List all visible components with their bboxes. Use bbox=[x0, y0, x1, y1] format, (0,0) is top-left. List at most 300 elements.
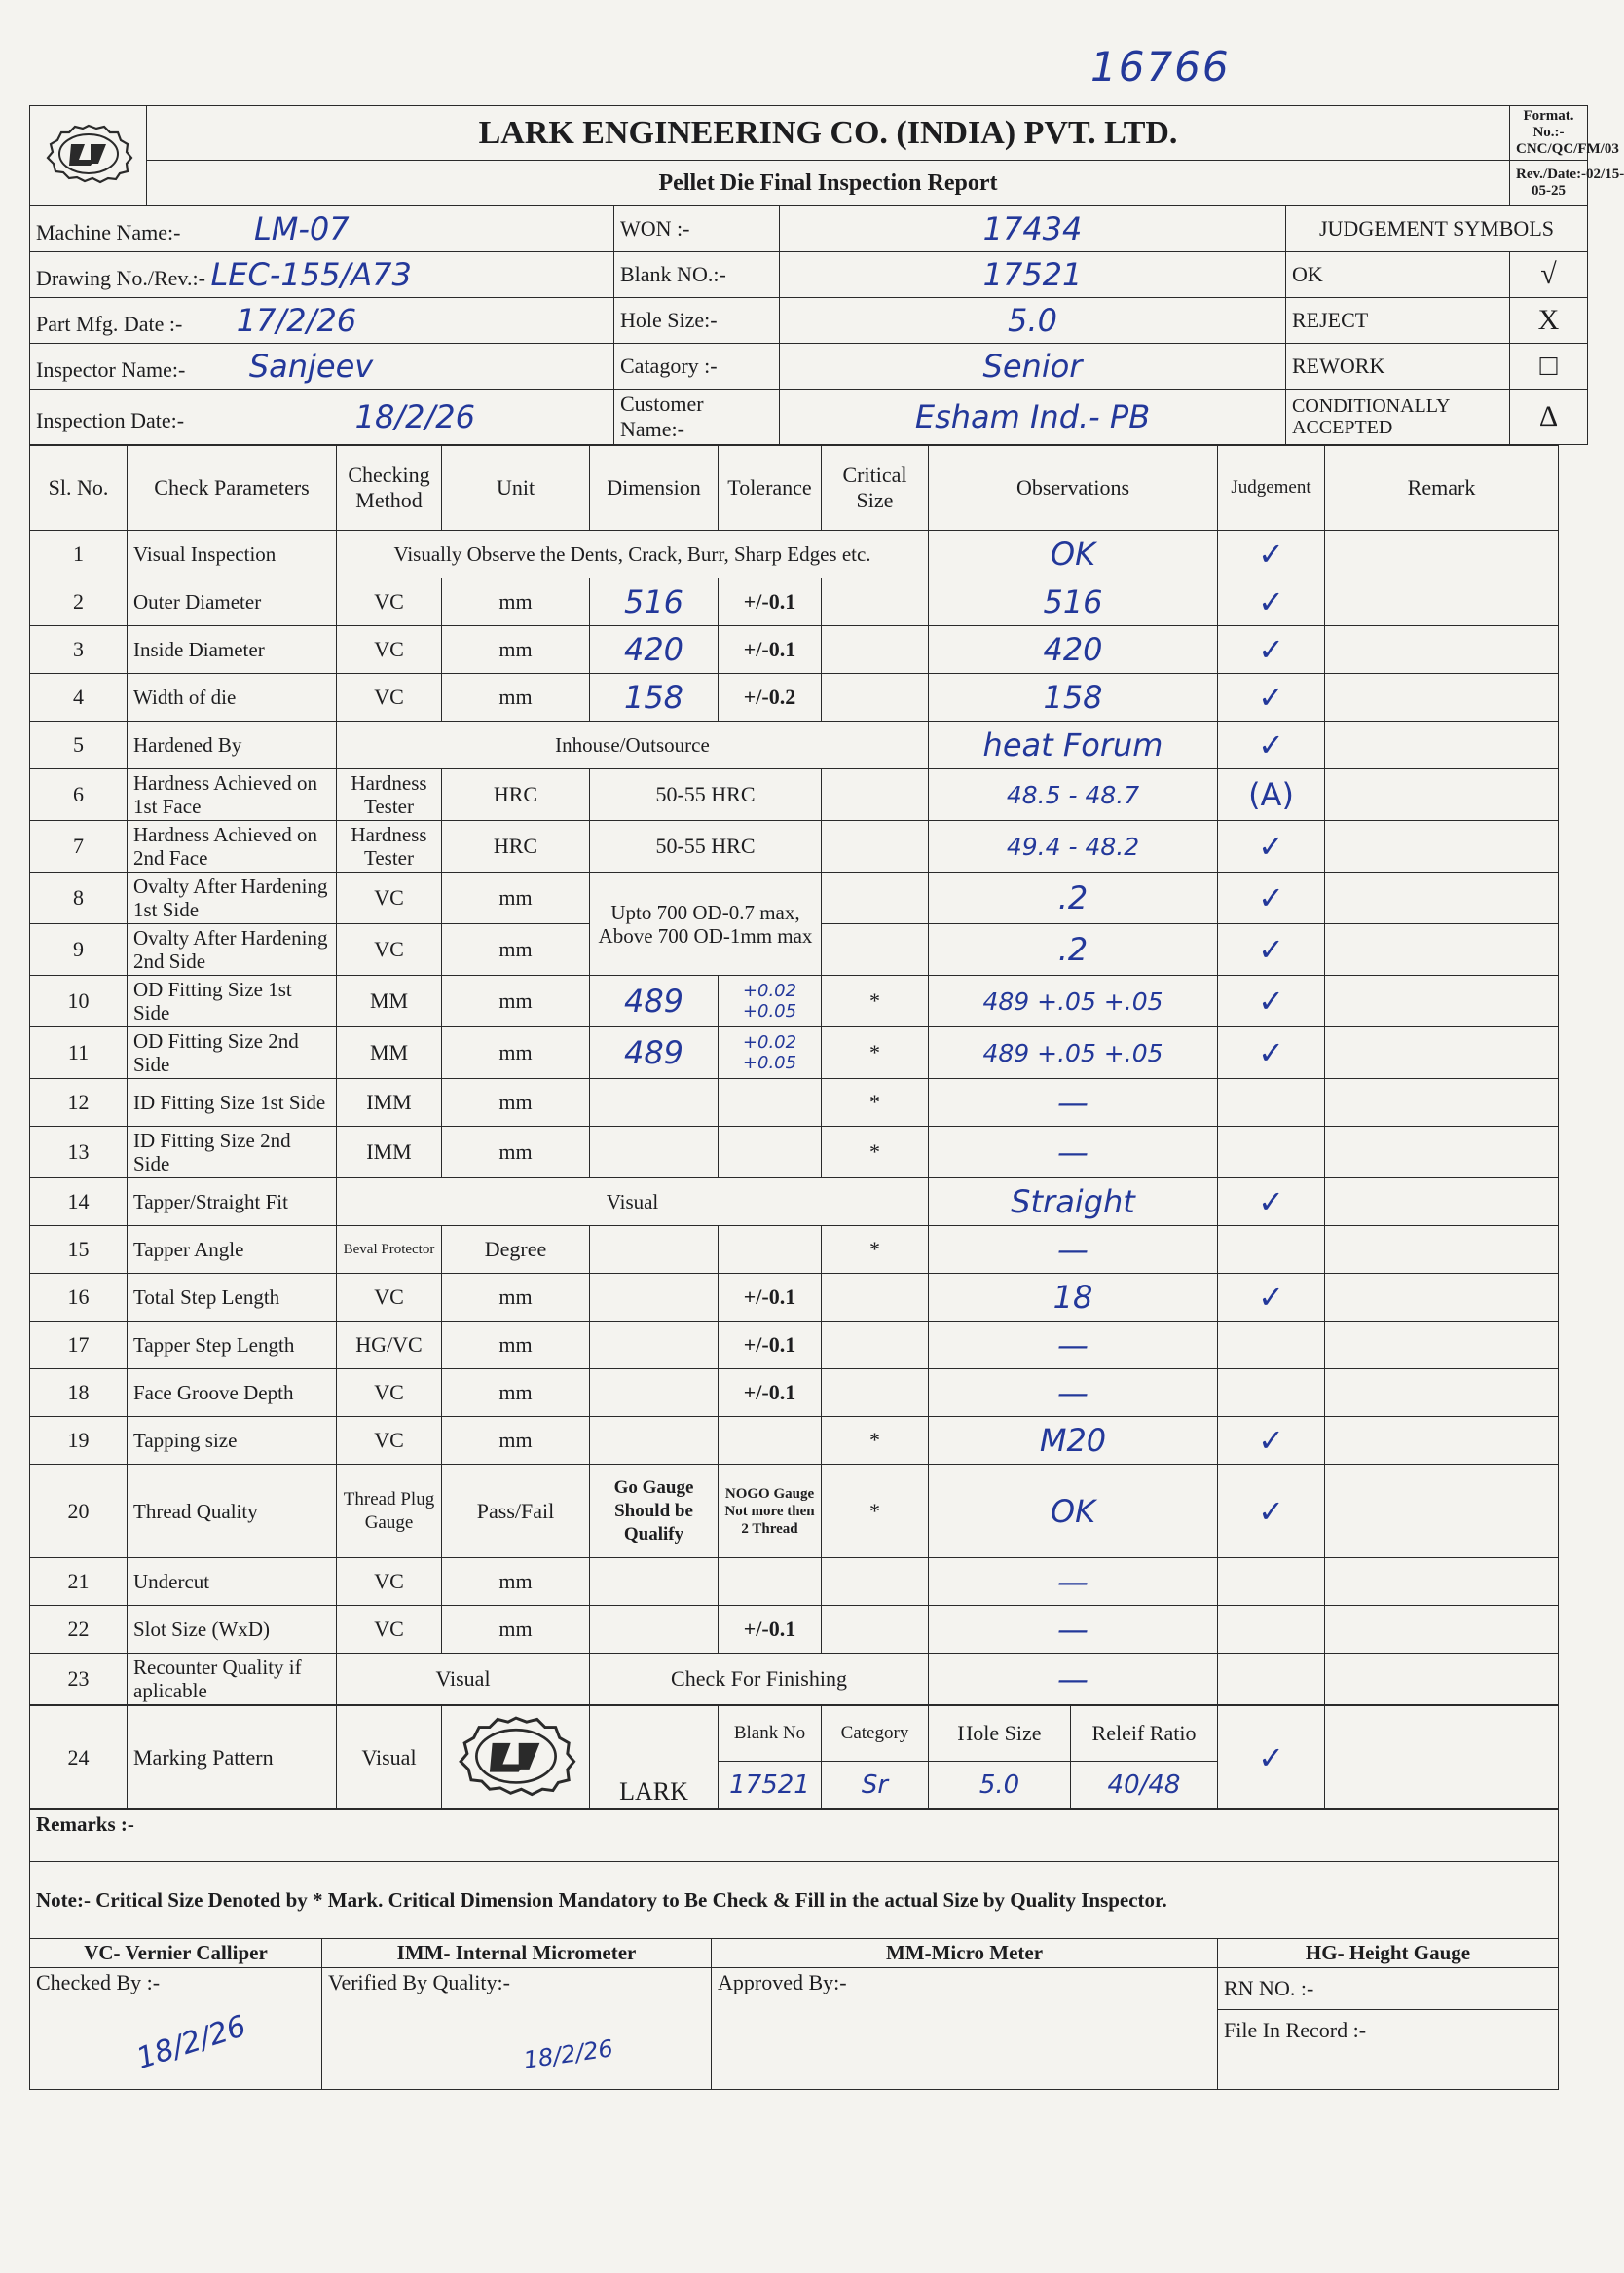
row-unit: mm bbox=[442, 1027, 590, 1079]
row-method: MM bbox=[337, 1027, 442, 1079]
marking-method: Visual bbox=[337, 1706, 442, 1809]
row-observation: 489 +.05 +.05 bbox=[929, 1027, 1218, 1079]
row-unit: mm bbox=[442, 1079, 590, 1127]
table-row bbox=[30, 1606, 1559, 1654]
row-remark bbox=[1325, 1654, 1559, 1705]
row-sl: 11 bbox=[30, 1027, 128, 1079]
row-method: Visual bbox=[337, 1654, 590, 1705]
row-dimension: 516 bbox=[590, 578, 719, 626]
row-method: VC bbox=[337, 674, 442, 722]
row-dimension bbox=[590, 1127, 719, 1178]
row-judgement bbox=[1218, 1369, 1325, 1417]
row-unit: HRC bbox=[442, 821, 590, 873]
row-method: IMM bbox=[337, 1127, 442, 1178]
row-judgement: ✓ bbox=[1218, 821, 1325, 873]
row-param: Tapper Angle bbox=[128, 1226, 337, 1274]
row-remark bbox=[1325, 531, 1559, 578]
table-row bbox=[30, 1079, 1559, 1127]
row-remark bbox=[1325, 1322, 1559, 1369]
drawing-label: Drawing No./Rev.:- bbox=[36, 266, 205, 290]
row-remark bbox=[1325, 1079, 1559, 1127]
row-tolerance bbox=[719, 1079, 822, 1127]
verified-by-field bbox=[322, 1968, 712, 2090]
row-remark bbox=[1325, 1127, 1559, 1178]
row-param: Hardness Achieved on 1st Face bbox=[128, 769, 337, 821]
row-sl: 14 bbox=[30, 1178, 128, 1226]
machine-name-label: Machine Name:- bbox=[36, 220, 181, 244]
serial-number: 16766 bbox=[1090, 43, 1231, 91]
row-dimension: 489 bbox=[590, 1027, 719, 1079]
row-judgement: (A) bbox=[1218, 769, 1325, 821]
won-label: WON :- bbox=[614, 206, 780, 252]
part-mfg-value: 17/2/26 bbox=[236, 302, 357, 339]
col-param: Check Parameters bbox=[128, 446, 337, 531]
row-judgement: ✓ bbox=[1218, 924, 1325, 976]
row-sl: 20 bbox=[30, 1465, 128, 1558]
checked-by-field bbox=[30, 1968, 322, 2090]
footer-table bbox=[29, 1809, 1559, 2090]
row-sl: 4 bbox=[30, 674, 128, 722]
row-param: Hardened By bbox=[128, 722, 337, 769]
row-param: OD Fitting Size 1st Side bbox=[128, 976, 337, 1027]
row-remark bbox=[1325, 924, 1559, 976]
row-remark bbox=[1325, 1558, 1559, 1606]
row-param: Width of die bbox=[128, 674, 337, 722]
customer-value: Esham Ind.- PB bbox=[780, 390, 1286, 445]
row-method: VC bbox=[337, 1369, 442, 1417]
verified-by-date: 18/2/26 bbox=[521, 2034, 615, 2074]
hole-value: 5.0 bbox=[780, 298, 1286, 344]
marking-value-hole: 5.0 bbox=[929, 1762, 1071, 1809]
drawing-field bbox=[30, 252, 614, 298]
row-dimension bbox=[590, 1558, 719, 1606]
row-observation: Straight bbox=[929, 1178, 1218, 1226]
row-critical bbox=[822, 1558, 929, 1606]
row-method: VC bbox=[337, 873, 442, 924]
table-row bbox=[30, 769, 1559, 821]
row-merged-spec: Check For Finishing bbox=[590, 1654, 929, 1705]
row-param: Tapper Step Length bbox=[128, 1322, 337, 1369]
row-ovalty-spec: Upto 700 OD-0.7 max, Above 700 OD-1mm max bbox=[590, 873, 822, 976]
row-sl: 5 bbox=[30, 722, 128, 769]
row-observation: .2 bbox=[929, 924, 1218, 976]
row-critical: * bbox=[822, 1417, 929, 1465]
marking-value-category: Sr bbox=[822, 1762, 929, 1809]
row-param: Tapping size bbox=[128, 1417, 337, 1465]
row-remark bbox=[1325, 1274, 1559, 1322]
row-judgement bbox=[1218, 1322, 1325, 1369]
row-dimension bbox=[590, 1417, 719, 1465]
row-sl: 21 bbox=[30, 1558, 128, 1606]
rev-date: Rev./Date:-02/15-05-25 bbox=[1510, 161, 1588, 206]
row-unit: Degree bbox=[442, 1226, 590, 1274]
row-critical bbox=[822, 769, 929, 821]
row-remark bbox=[1325, 821, 1559, 873]
row-tolerance: NOGO Gauge Not more then 2 Thread bbox=[719, 1465, 822, 1558]
inspection-sheet bbox=[29, 105, 1624, 2090]
row-merged-spec: Inhouse/Outsource bbox=[337, 722, 929, 769]
row-param: Visual Inspection bbox=[128, 531, 337, 578]
row-merged-spec: Visual bbox=[337, 1178, 929, 1226]
row-judgement bbox=[1218, 1558, 1325, 1606]
inspection-date-label: Inspection Date:- bbox=[36, 408, 185, 432]
row-tolerance: +0.02 +0.05 bbox=[719, 976, 822, 1027]
row-method: VC bbox=[337, 1606, 442, 1654]
row-critical bbox=[822, 1606, 929, 1654]
row-sl: 23 bbox=[30, 1654, 128, 1705]
row-observation: 516 bbox=[929, 578, 1218, 626]
row-judgement bbox=[1218, 1079, 1325, 1127]
inspector-label: Inspector Name:- bbox=[36, 357, 186, 382]
part-mfg-label: Part Mfg. Date :- bbox=[36, 312, 183, 336]
row-sl: 6 bbox=[30, 769, 128, 821]
report-title: Pellet Die Final Inspection Report bbox=[147, 161, 1510, 206]
row-unit: mm bbox=[442, 1417, 590, 1465]
row-critical: * bbox=[822, 1465, 929, 1558]
row-tolerance: +/-0.1 bbox=[719, 1274, 822, 1322]
gear-logo-icon bbox=[42, 123, 135, 183]
drawing-value: LEC-155/A73 bbox=[210, 256, 412, 293]
row-judgement: ✓ bbox=[1218, 722, 1325, 769]
row-judgement: ✓ bbox=[1218, 1178, 1325, 1226]
row-critical bbox=[822, 1369, 929, 1417]
legend-imm: IMM- Internal Micrometer bbox=[322, 1939, 712, 1968]
symbol-reject-label: REJECT bbox=[1286, 298, 1510, 344]
row-remark bbox=[1325, 1465, 1559, 1558]
table-row bbox=[30, 674, 1559, 722]
row-dim-tol: 50-55 HRC bbox=[590, 769, 822, 821]
header-table bbox=[29, 105, 1624, 445]
row-remark bbox=[1325, 626, 1559, 674]
file-record-label: File In Record :- bbox=[1224, 2018, 1367, 2042]
row-observation: — bbox=[929, 1322, 1218, 1369]
row-unit: mm bbox=[442, 1274, 590, 1322]
row-observation: — bbox=[929, 1606, 1218, 1654]
table-row bbox=[30, 873, 1559, 924]
marking-sl: 24 bbox=[30, 1706, 128, 1809]
row-method: VC bbox=[337, 578, 442, 626]
customer-label: Customer Name:- bbox=[614, 390, 780, 445]
table-row bbox=[30, 1369, 1559, 1417]
table-row bbox=[30, 1274, 1559, 1322]
row-tolerance bbox=[719, 1127, 822, 1178]
blank-value: 17521 bbox=[780, 252, 1286, 298]
row-judgement: ✓ bbox=[1218, 1465, 1325, 1558]
row-observation: 18 bbox=[929, 1274, 1218, 1322]
row-observation: — bbox=[929, 1079, 1218, 1127]
row-dimension: 420 bbox=[590, 626, 719, 674]
marking-head-hole: Hole Size bbox=[929, 1706, 1071, 1762]
symbol-rework-label: REWORK bbox=[1286, 344, 1510, 390]
col-judgement: Judgement bbox=[1218, 446, 1325, 531]
row-tolerance: +0.02 +0.05 bbox=[719, 1027, 822, 1079]
row-judgement: ✓ bbox=[1218, 1027, 1325, 1079]
row-judgement bbox=[1218, 1127, 1325, 1178]
row-sl: 22 bbox=[30, 1606, 128, 1654]
row-critical bbox=[822, 674, 929, 722]
row-judgement bbox=[1218, 1226, 1325, 1274]
row-param: Tapper/Straight Fit bbox=[128, 1178, 337, 1226]
row-dimension bbox=[590, 1369, 719, 1417]
row-tolerance: +/-0.2 bbox=[719, 674, 822, 722]
table-row bbox=[30, 1558, 1559, 1606]
part-mfg-field bbox=[30, 298, 614, 344]
table-row bbox=[30, 626, 1559, 674]
table-row bbox=[30, 1027, 1559, 1079]
row-critical bbox=[822, 924, 929, 976]
row-sl: 9 bbox=[30, 924, 128, 976]
row-param: Thread Quality bbox=[128, 1465, 337, 1558]
row-param: Ovalty After Hardening 2nd Side bbox=[128, 924, 337, 976]
table-row bbox=[30, 1322, 1559, 1369]
row-param: OD Fitting Size 2nd Side bbox=[128, 1027, 337, 1079]
row-param: Inside Diameter bbox=[128, 626, 337, 674]
row-sl: 13 bbox=[30, 1127, 128, 1178]
symbol-ok: √ bbox=[1510, 252, 1588, 298]
legend-mm: MM-Micro Meter bbox=[712, 1939, 1218, 1968]
row-critical bbox=[822, 821, 929, 873]
row-sl: 3 bbox=[30, 626, 128, 674]
marking-value-blank: 17521 bbox=[719, 1762, 822, 1809]
row-tolerance bbox=[719, 1417, 822, 1465]
row-judgement bbox=[1218, 1606, 1325, 1654]
symbol-rework: □ bbox=[1510, 344, 1588, 390]
row-critical: * bbox=[822, 1226, 929, 1274]
row-unit: mm bbox=[442, 924, 590, 976]
table-row bbox=[30, 1654, 1559, 1705]
marking-judgement: ✓ bbox=[1218, 1706, 1325, 1809]
row-method: Hardness Tester bbox=[337, 821, 442, 873]
row-param: Slot Size (WxD) bbox=[128, 1606, 337, 1654]
col-critical: Critical Size bbox=[822, 446, 929, 531]
checked-by-date: 18/2/26 bbox=[132, 2009, 250, 2077]
marking-value-relief: 40/48 bbox=[1071, 1762, 1218, 1809]
row-judgement: ✓ bbox=[1218, 674, 1325, 722]
row-remark bbox=[1325, 1178, 1559, 1226]
row-dimension bbox=[590, 1606, 719, 1654]
hole-label: Hole Size:- bbox=[614, 298, 780, 344]
row-remark bbox=[1325, 1417, 1559, 1465]
row-method: Hardness Tester bbox=[337, 769, 442, 821]
company-logo bbox=[30, 106, 147, 206]
marking-brand: LARK bbox=[590, 1706, 719, 1809]
symbol-ok-label: OK bbox=[1286, 252, 1510, 298]
row-dim-tol: 50-55 HRC bbox=[590, 821, 822, 873]
row-observation: 48.5 - 48.7 bbox=[929, 769, 1218, 821]
row-unit: HRC bbox=[442, 769, 590, 821]
company-name: LARK ENGINEERING CO. (INDIA) PVT. LTD. bbox=[147, 106, 1510, 161]
row-param: Outer Diameter bbox=[128, 578, 337, 626]
row-param: Total Step Length bbox=[128, 1274, 337, 1322]
inspection-date-value: 18/2/26 bbox=[354, 398, 475, 435]
table-row bbox=[30, 976, 1559, 1027]
legend-hg: HG- Height Gauge bbox=[1218, 1939, 1559, 1968]
record-field bbox=[1218, 1968, 1559, 2090]
col-method: Checking Method bbox=[337, 446, 442, 531]
row-method: VC bbox=[337, 1274, 442, 1322]
row-remark bbox=[1325, 674, 1559, 722]
table-row bbox=[30, 1465, 1559, 1558]
row-observation: — bbox=[929, 1558, 1218, 1606]
row-sl: 18 bbox=[30, 1369, 128, 1417]
row-method: HG/VC bbox=[337, 1322, 442, 1369]
table-row bbox=[30, 531, 1559, 578]
row-judgement: ✓ bbox=[1218, 976, 1325, 1027]
verified-by-label: Verified By Quality:- bbox=[328, 1970, 510, 1994]
col-sl: Sl. No. bbox=[30, 446, 128, 531]
row-unit: mm bbox=[442, 626, 590, 674]
row-unit: mm bbox=[442, 1127, 590, 1178]
won-value: 17434 bbox=[780, 206, 1286, 252]
inspection-date-field bbox=[30, 390, 614, 445]
machine-name-field bbox=[30, 206, 614, 252]
row-param: Undercut bbox=[128, 1558, 337, 1606]
row-critical bbox=[822, 626, 929, 674]
row-sl: 15 bbox=[30, 1226, 128, 1274]
row-observation: — bbox=[929, 1127, 1218, 1178]
machine-name-value: LM-07 bbox=[253, 210, 350, 247]
row-remark bbox=[1325, 1369, 1559, 1417]
row-merged-spec: Visually Observe the Dents, Crack, Burr, Sharp Edges etc. bbox=[337, 531, 929, 578]
row-judgement: ✓ bbox=[1218, 626, 1325, 674]
row-critical: * bbox=[822, 1127, 929, 1178]
row-remark bbox=[1325, 1226, 1559, 1274]
row-observation: OK bbox=[929, 1465, 1218, 1558]
table-row bbox=[30, 1226, 1559, 1274]
row-method: MM bbox=[337, 976, 442, 1027]
row-observation: — bbox=[929, 1369, 1218, 1417]
row-critical: * bbox=[822, 1079, 929, 1127]
row-remark bbox=[1325, 1027, 1559, 1079]
row-judgement bbox=[1218, 1654, 1325, 1705]
row-observation: 49.4 - 48.2 bbox=[929, 821, 1218, 873]
row-method: Thread Plug Gauge bbox=[337, 1465, 442, 1558]
rn-no-label: RN NO. :- bbox=[1218, 1968, 1558, 2010]
critical-note: Note:- Critical Size Denoted by * Mark. Critical Dimension Mandatory to Be Check & Fill in the actual Size by Quality Inspector. bbox=[30, 1862, 1559, 1939]
row-observation: OK bbox=[929, 531, 1218, 578]
marking-param: Marking Pattern bbox=[128, 1706, 337, 1809]
row-remark bbox=[1325, 769, 1559, 821]
approved-by-field: Approved By:- bbox=[712, 1968, 1218, 2090]
row-critical bbox=[822, 1322, 929, 1369]
inspection-table bbox=[29, 445, 1559, 1705]
remarks-label: Remarks :- bbox=[30, 1810, 1559, 1862]
row-dimension bbox=[590, 1274, 719, 1322]
marking-head-blank: Blank No bbox=[719, 1706, 822, 1762]
row-critical bbox=[822, 1274, 929, 1322]
col-remark: Remark bbox=[1325, 446, 1559, 531]
row-judgement: ✓ bbox=[1218, 578, 1325, 626]
row-observation: 158 bbox=[929, 674, 1218, 722]
row-unit: mm bbox=[442, 873, 590, 924]
col-dimension: Dimension bbox=[590, 446, 719, 531]
row-sl: 12 bbox=[30, 1079, 128, 1127]
row-remark bbox=[1325, 1606, 1559, 1654]
marking-remark bbox=[1325, 1706, 1559, 1809]
row-unit: mm bbox=[442, 578, 590, 626]
row-judgement: ✓ bbox=[1218, 1274, 1325, 1322]
checked-by-label: Checked By :- bbox=[36, 1970, 161, 1994]
marking-table bbox=[29, 1705, 1559, 1809]
row-sl: 2 bbox=[30, 578, 128, 626]
judgement-symbols-title: JUDGEMENT SYMBOLS bbox=[1286, 206, 1588, 252]
table-row bbox=[30, 722, 1559, 769]
col-tolerance: Tolerance bbox=[719, 446, 822, 531]
row-remark bbox=[1325, 722, 1559, 769]
format-no: Format. No.:-CNC/QC/FM/03 bbox=[1510, 106, 1588, 161]
row-param: ID Fitting Size 2nd Side bbox=[128, 1127, 337, 1178]
row-tolerance: +/-0.1 bbox=[719, 578, 822, 626]
row-tolerance: +/-0.1 bbox=[719, 626, 822, 674]
row-sl: 19 bbox=[30, 1417, 128, 1465]
table-row bbox=[30, 1127, 1559, 1178]
row-tolerance: +/-0.1 bbox=[719, 1322, 822, 1369]
category-label: Catagory :- bbox=[614, 344, 780, 390]
table-row bbox=[30, 1178, 1559, 1226]
symbol-conditional: Δ bbox=[1510, 390, 1588, 445]
row-unit: mm bbox=[442, 674, 590, 722]
row-dimension: 158 bbox=[590, 674, 719, 722]
row-remark bbox=[1325, 976, 1559, 1027]
row-dimension: Go Gauge Should be Qualify bbox=[590, 1465, 719, 1558]
row-unit: mm bbox=[442, 1558, 590, 1606]
col-unit: Unit bbox=[442, 446, 590, 531]
row-observation: heat Forum bbox=[929, 722, 1218, 769]
row-sl: 7 bbox=[30, 821, 128, 873]
row-param: Hardness Achieved on 2nd Face bbox=[128, 821, 337, 873]
symbol-conditional-label: CONDITIONALLY ACCEPTED bbox=[1286, 390, 1510, 445]
row-unit: mm bbox=[442, 1369, 590, 1417]
row-judgement: ✓ bbox=[1218, 1417, 1325, 1465]
row-critical bbox=[822, 578, 929, 626]
row-method: VC bbox=[337, 1417, 442, 1465]
row-observation: 420 bbox=[929, 626, 1218, 674]
marking-head-category: Category bbox=[822, 1706, 929, 1762]
row-remark bbox=[1325, 578, 1559, 626]
row-judgement: ✓ bbox=[1218, 873, 1325, 924]
row-unit: mm bbox=[442, 1606, 590, 1654]
row-dimension bbox=[590, 1226, 719, 1274]
row-observation: — bbox=[929, 1226, 1218, 1274]
marking-head-relief: Releif Ratio bbox=[1071, 1706, 1218, 1762]
row-tolerance: +/-0.1 bbox=[719, 1369, 822, 1417]
row-critical: * bbox=[822, 976, 929, 1027]
row-observation: .2 bbox=[929, 873, 1218, 924]
row-method: Beval Protector bbox=[337, 1226, 442, 1274]
inspection-rows bbox=[30, 446, 1559, 1705]
row-remark bbox=[1325, 873, 1559, 924]
marking-logo bbox=[442, 1706, 590, 1809]
row-observation: 489 +.05 +.05 bbox=[929, 976, 1218, 1027]
row-judgement: ✓ bbox=[1218, 531, 1325, 578]
row-param: Ovalty After Hardening 1st Side bbox=[128, 873, 337, 924]
row-param: ID Fitting Size 1st Side bbox=[128, 1079, 337, 1127]
row-param: Recounter Quality if aplicable bbox=[128, 1654, 337, 1705]
symbol-reject: X bbox=[1510, 298, 1588, 344]
legend-vc: VC- Vernier Calliper bbox=[30, 1939, 322, 1968]
table-row bbox=[30, 1417, 1559, 1465]
row-observation: — bbox=[929, 1654, 1218, 1705]
category-value: Senior bbox=[780, 344, 1286, 390]
row-tolerance bbox=[719, 1558, 822, 1606]
inspector-field bbox=[30, 344, 614, 390]
row-sl: 8 bbox=[30, 873, 128, 924]
blank-label: Blank NO.:- bbox=[614, 252, 780, 298]
table-row bbox=[30, 821, 1559, 873]
row-unit: mm bbox=[442, 976, 590, 1027]
row-method: VC bbox=[337, 1558, 442, 1606]
row-dimension bbox=[590, 1079, 719, 1127]
